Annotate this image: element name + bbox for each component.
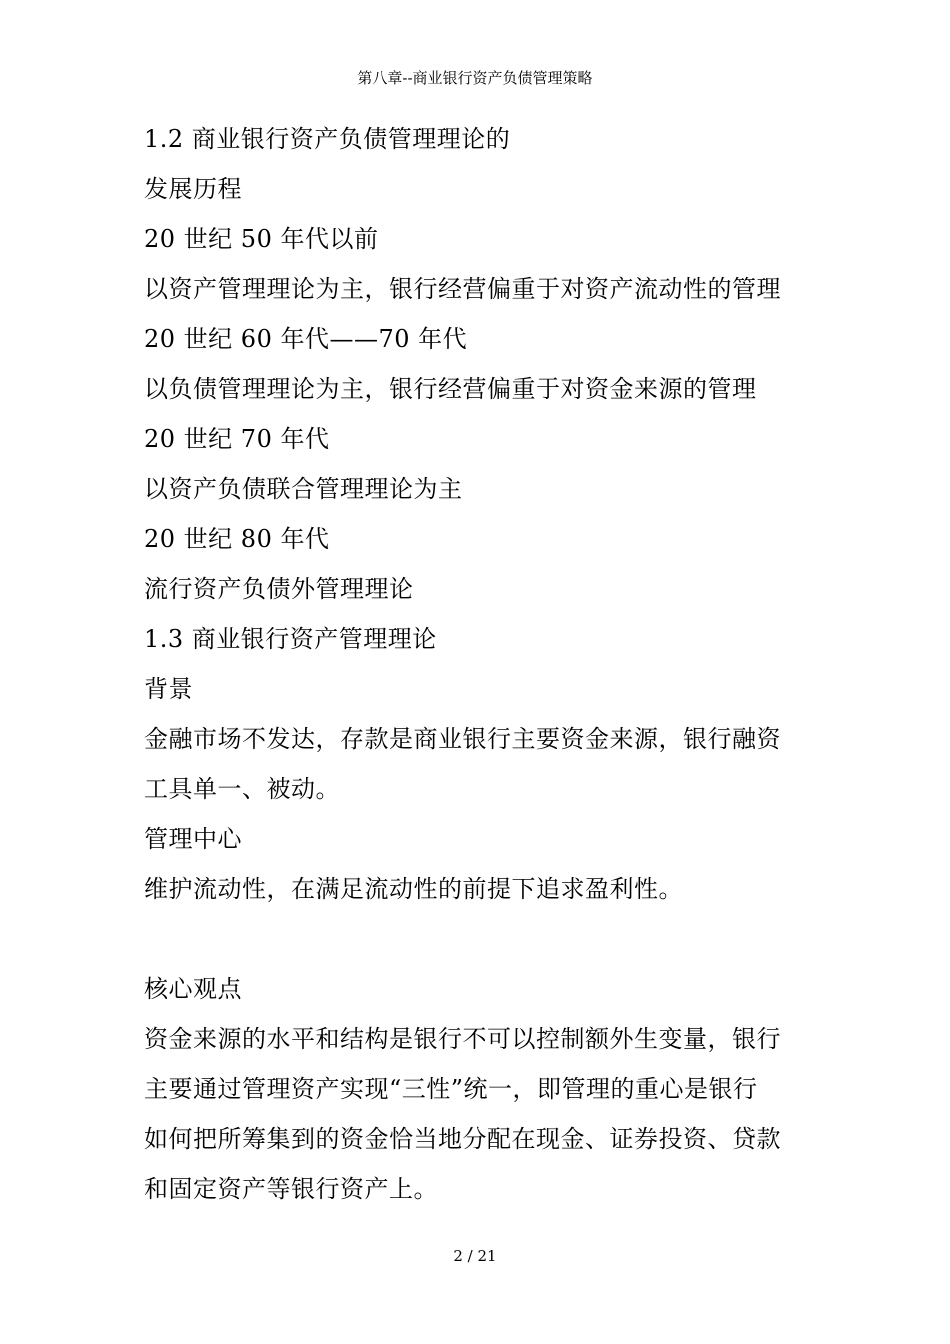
subheading-background: 背景	[144, 675, 193, 703]
subheading-management-center: 管理中心	[144, 825, 242, 853]
paragraph-line: 和固定资产等银行资产上。	[144, 1175, 438, 1203]
section-heading-1-2: 1.2 商业银行资产负债管理理论的	[144, 125, 511, 153]
period-description: 以资产负债联合管理理论为主	[144, 475, 463, 503]
section-heading-1-3: 1.3 商业银行资产管理理论	[144, 625, 437, 653]
document-body	[144, 114, 824, 1214]
period-label: 20 世纪 80 年代	[144, 525, 330, 553]
blank-line	[144, 914, 824, 964]
period-description: 以负债管理理论为主，银行经营偏重于对资金来源的管理	[144, 375, 757, 403]
page-number: 2 / 21	[453, 1247, 497, 1265]
period-label: 20 世纪 50 年代以前	[144, 225, 379, 253]
paragraph-line: 维护流动性，在满足流动性的前提下追求盈利性。	[144, 875, 683, 903]
paragraph-line: 如何把所筹集到的资金恰当地分配在现金、证券投资、贷款	[144, 1125, 781, 1153]
subheading-core-view: 核心观点	[144, 975, 242, 1003]
section-heading-1-2-cont: 发展历程	[144, 175, 242, 203]
paragraph-line: 工具单一、被动。	[144, 775, 340, 803]
period-label: 20 世纪 70 年代	[144, 425, 330, 453]
page-header: 第八章--商业银行资产负债管理策略	[357, 69, 593, 87]
period-description: 流行资产负债外管理理论	[144, 575, 414, 603]
paragraph-line: 主要通过管理资产实现“三性”统一，即管理的重心是银行	[144, 1075, 758, 1103]
paragraph-line: 资金来源的水平和结构是银行不可以控制额外生变量，银行	[144, 1025, 781, 1053]
period-label: 20 世纪 60 年代——70 年代	[144, 325, 468, 353]
period-description: 以资产管理理论为主，银行经营偏重于对资产流动性的管理	[144, 275, 781, 303]
paragraph-line: 金融市场不发达，存款是商业银行主要资金来源，银行融资	[144, 725, 781, 753]
